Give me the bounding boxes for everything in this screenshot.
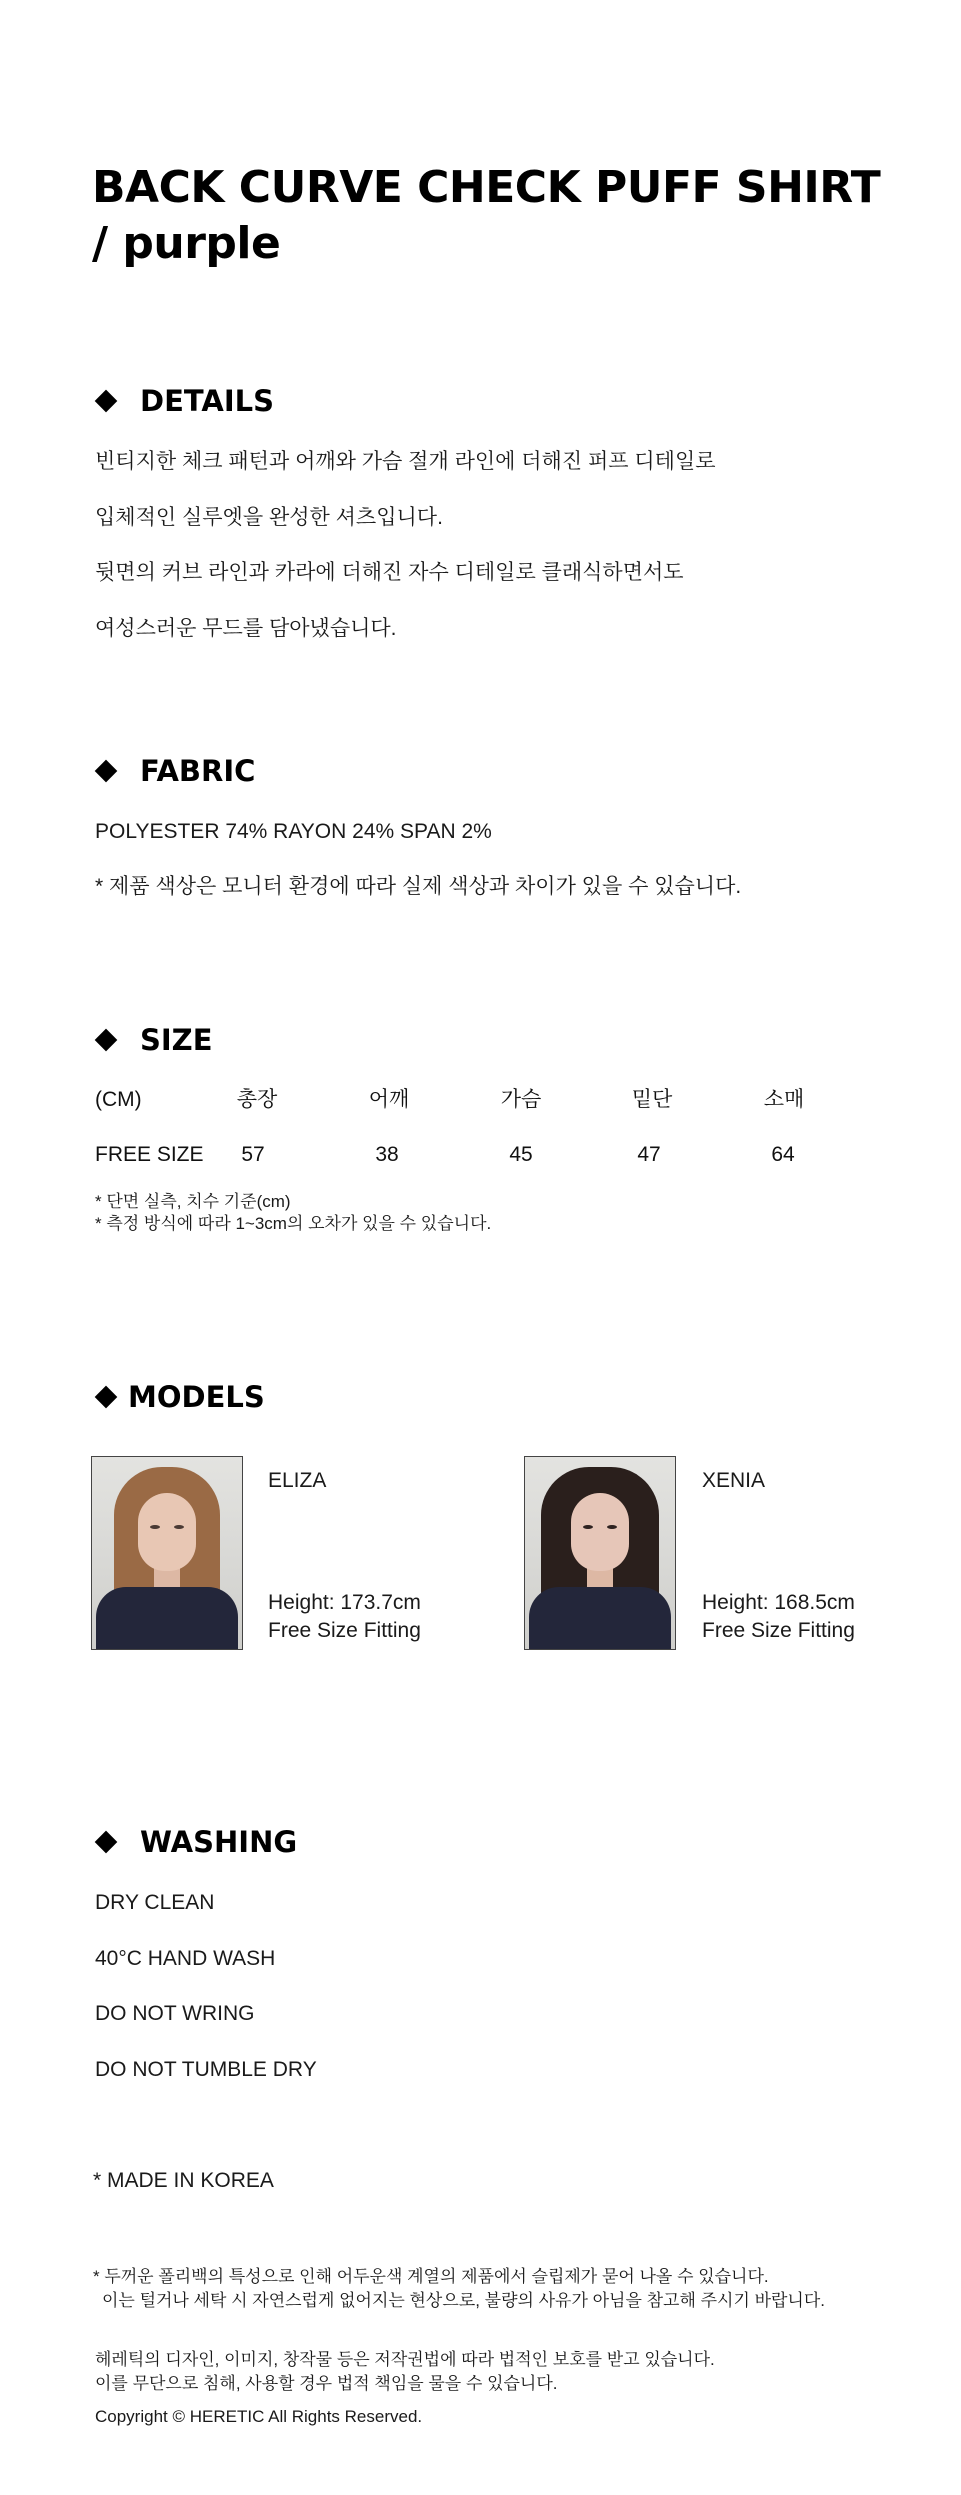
size-table-header: 밑단 xyxy=(631,1088,673,1111)
size-table-cell: 47 xyxy=(637,1143,661,1166)
model-name: XENIA xyxy=(702,1469,766,1492)
details-line: 입체적인 실루엣을 완성한 셔츠입니다. xyxy=(95,506,443,529)
product-title-line-2: / purple xyxy=(92,218,281,269)
models-heading-label: MODELS xyxy=(128,1380,265,1414)
size-note: * 측정 방식에 따라 1~3cm의 오차가 있을 수 있습니다. xyxy=(95,1214,492,1233)
size-table-cell: 64 xyxy=(771,1143,795,1166)
washing-instruction: DRY CLEAN xyxy=(95,1891,215,1914)
fabric-composition: POLYESTER 74% RAYON 24% SPAN 2% xyxy=(95,820,492,843)
model-name: ELIZA xyxy=(268,1469,327,1492)
size-heading xyxy=(92,1023,213,1057)
diamond-bullet-icon xyxy=(95,760,118,783)
model-shirt xyxy=(96,1587,238,1650)
details-heading-label: DETAILS xyxy=(140,384,275,418)
copyright: Copyright © HERETIC All Rights Reserved. xyxy=(95,2407,423,2426)
models-heading xyxy=(92,1380,265,1414)
details-line: 여성스러운 무드를 담아냈습니다. xyxy=(95,617,397,640)
product-title-line-1: BACK CURVE CHECK PUFF SHIRT xyxy=(92,162,881,213)
model-fit: Free Size Fitting xyxy=(702,1619,855,1642)
diamond-bullet-icon xyxy=(95,1386,118,1409)
legal-notice: 이를 무단으로 침해, 사용할 경우 법적 책임을 물을 수 있습니다. xyxy=(95,2374,558,2393)
model-height: Height: 173.7cm xyxy=(268,1591,421,1614)
size-table-cell: 38 xyxy=(375,1143,399,1166)
size-table-cell: 57 xyxy=(241,1143,265,1166)
size-table-cell: FREE SIZE xyxy=(95,1143,204,1166)
model-shirt xyxy=(529,1587,671,1650)
model-fit: Free Size Fitting xyxy=(268,1619,421,1642)
size-table-header: 소매 xyxy=(763,1088,805,1111)
details-line: 빈티지한 체크 패턴과 어깨와 가슴 절개 라인에 더해진 퍼프 디테일로 xyxy=(95,450,716,473)
fabric-heading xyxy=(92,754,255,788)
size-table-header: (CM) xyxy=(95,1088,142,1111)
size-table-header: 총장 xyxy=(236,1088,278,1111)
washing-heading-label: WASHING xyxy=(140,1825,298,1859)
model-photo-eliza xyxy=(91,1456,243,1650)
size-table-row xyxy=(0,1141,961,1169)
washing-heading xyxy=(92,1825,297,1859)
model-photo-xenia xyxy=(524,1456,676,1650)
made-in-korea: * MADE IN KOREA xyxy=(93,2169,274,2192)
size-note: * 단면 실측, 치수 기준(cm) xyxy=(95,1192,291,1211)
size-table-cell: 45 xyxy=(509,1143,533,1166)
fabric-heading-label: FABRIC xyxy=(140,754,256,788)
model-height: Height: 168.5cm xyxy=(702,1591,855,1614)
product-title xyxy=(92,160,880,272)
size-heading-label: SIZE xyxy=(140,1023,213,1057)
model-face xyxy=(571,1493,629,1571)
polybag-note: * 두꺼운 폴리백의 특성으로 인해 어두운색 계열의 제품에서 슬립제가 묻어 나올 수 있습니다. xyxy=(93,2267,769,2286)
diamond-bullet-icon xyxy=(95,1831,118,1854)
legal-notice: 헤레틱의 디자인, 이미지, 창작물 등은 저작권법에 따라 법적인 보호를 받고 있습니다. xyxy=(95,2350,715,2369)
size-table-header: 가슴 xyxy=(500,1088,542,1111)
polybag-note: 이는 털거나 세탁 시 자연스럽게 없어지는 현상으로, 불량의 사유가 아님을 참고해 주시기 바랍니다. xyxy=(102,2291,826,2310)
washing-instruction: DO NOT WRING xyxy=(95,2002,255,2025)
washing-instruction: DO NOT TUMBLE DRY xyxy=(95,2058,317,2081)
fabric-color-note: * 제품 색상은 모니터 환경에 따라 실제 색상과 차이가 있을 수 있습니다. xyxy=(95,875,742,898)
details-line: 뒷면의 커브 라인과 카라에 더해진 자수 디테일로 클래식하면서도 xyxy=(95,561,684,584)
model-face xyxy=(138,1493,196,1571)
size-table-header-row xyxy=(0,1086,961,1114)
washing-instruction: 40°C HAND WASH xyxy=(95,1947,276,1970)
diamond-bullet-icon xyxy=(95,1029,118,1052)
details-heading xyxy=(92,384,274,418)
size-table-header: 어깨 xyxy=(368,1088,410,1111)
diamond-bullet-icon xyxy=(95,390,118,413)
